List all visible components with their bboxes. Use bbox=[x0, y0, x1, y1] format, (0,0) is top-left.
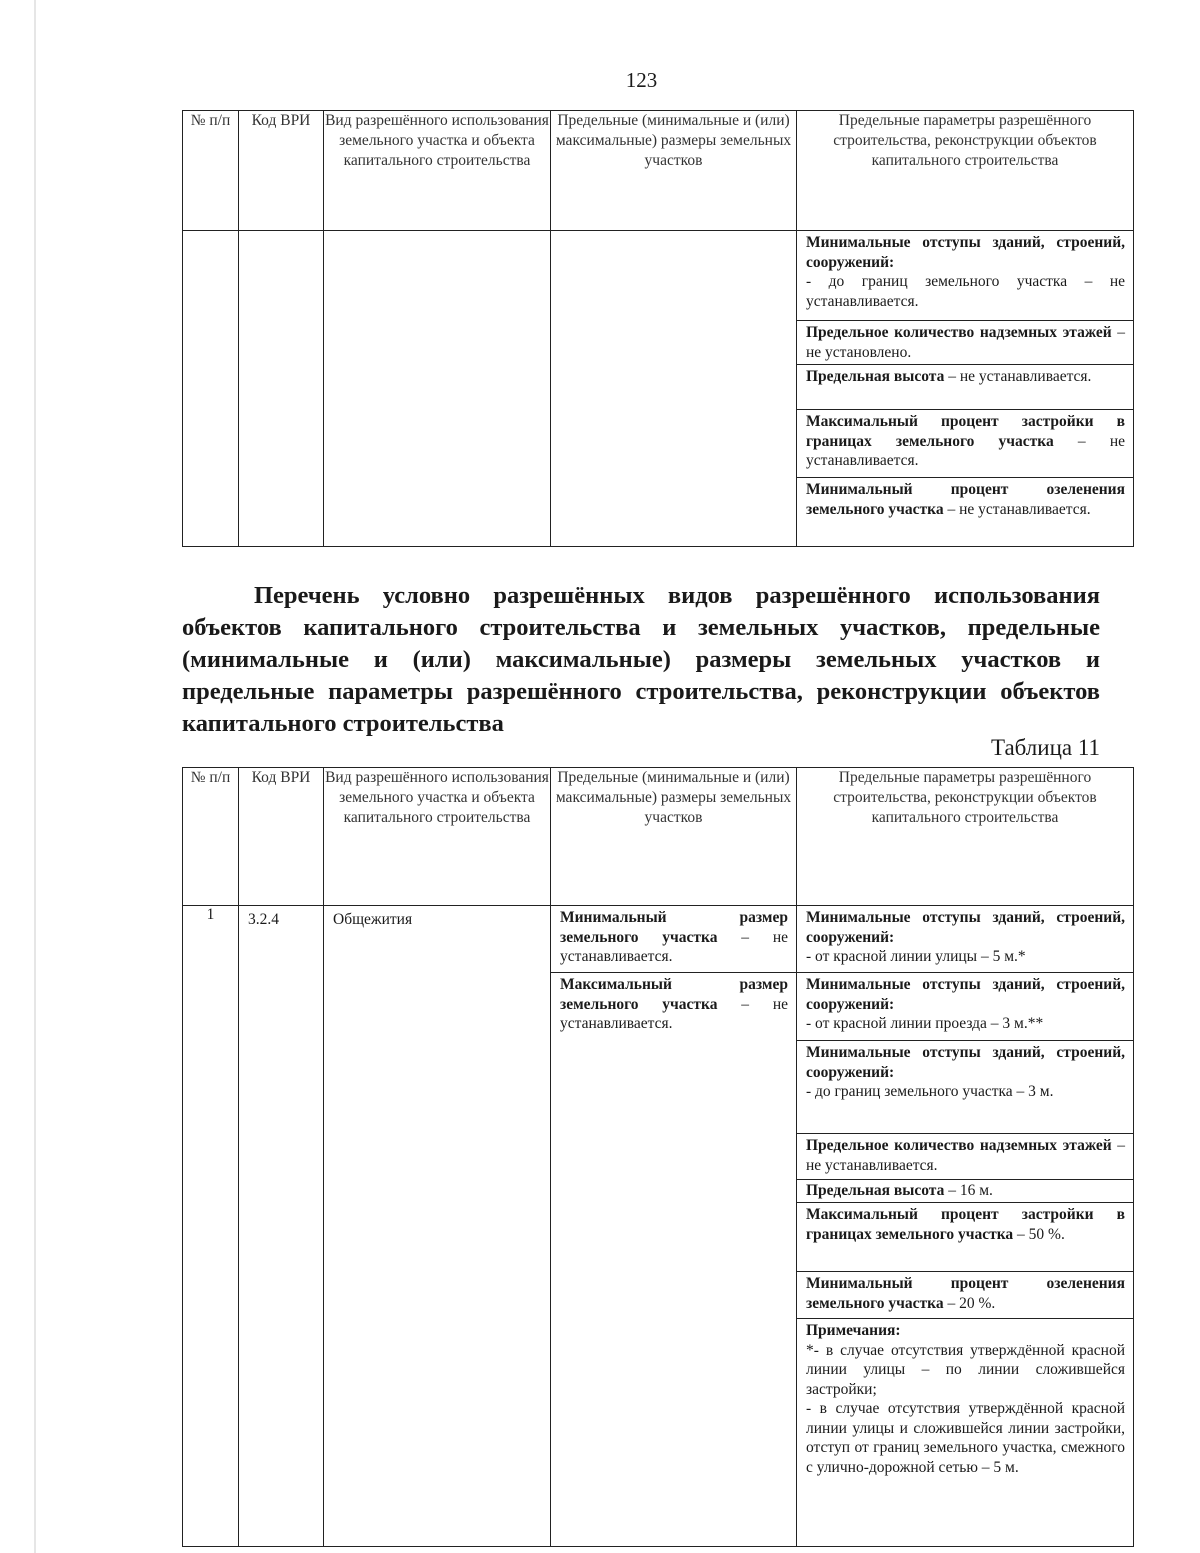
param-text: Минимальный процент озеленения земельного участка – 20 %. bbox=[806, 1275, 1125, 1312]
param-cell bbox=[797, 973, 1134, 1041]
cell-code bbox=[239, 231, 324, 547]
param-text: Предельная высота – не устанавливается. bbox=[806, 368, 1092, 385]
param-cell bbox=[797, 1041, 1134, 1134]
code-text: 3.2.4 bbox=[248, 911, 279, 928]
row-number: 1 bbox=[183, 906, 239, 1547]
header-num: № п/п bbox=[183, 111, 239, 231]
cell-type bbox=[324, 231, 551, 547]
cell-sizes bbox=[551, 231, 797, 547]
param-text: Минимальные отступы зданий, строений, сооружений: - от красной линии улицы – 5 м.* bbox=[806, 909, 1125, 965]
param-cell bbox=[797, 321, 1134, 365]
param-cell bbox=[797, 1134, 1134, 1180]
param-text: Минимальные отступы зданий, строений, сооружений: - от красной линии проезда – 3 м.** bbox=[806, 976, 1125, 1032]
scan-edge bbox=[34, 0, 36, 1553]
param-cell bbox=[797, 365, 1134, 410]
param-cell bbox=[797, 410, 1134, 478]
table-header-row bbox=[183, 768, 1134, 906]
table-row bbox=[183, 231, 1134, 321]
size-cell bbox=[551, 973, 797, 1547]
param-text: Предельное количество надземных этажей – не установлено. bbox=[806, 324, 1125, 361]
header-params: Предельные параметры разрешённого строительства, реконструкции объектов капитального строительства bbox=[797, 768, 1134, 906]
cell-code bbox=[239, 906, 324, 1547]
table-header-row bbox=[183, 111, 1134, 231]
param-text: Минимальные отступы зданий, строений, сооружений: - до границ земельного участка – 3 м. bbox=[806, 1044, 1125, 1100]
page-number: 123 bbox=[625, 68, 658, 92]
table-label: Таблица 11 bbox=[990, 735, 1100, 760]
param-text: Предельное количество надземных этажей – не устанавливается. bbox=[806, 1137, 1125, 1174]
size-text: Минимальный размер земельного участка – не устанавливается. bbox=[560, 909, 788, 965]
notes-cell bbox=[797, 1319, 1134, 1547]
param-text: Минимальные отступы зданий, строений, сооружений: - до границ земельного участка – не устанавливается. bbox=[806, 234, 1125, 310]
table-11 bbox=[182, 767, 1134, 1547]
header-code: Код ВРИ bbox=[239, 111, 324, 231]
size-text: Максимальный размер земельного участка – не устанавливается. bbox=[560, 976, 788, 1032]
notes-title: Примечания: bbox=[806, 1322, 901, 1339]
note-item: *- в случае отсутствия утверждённой красной линии улицы – по линии сложившейся застройки; bbox=[806, 1341, 1125, 1398]
param-text: Максимальный процент застройки в границах земельного участка – не устанавливается. bbox=[806, 413, 1125, 469]
param-cell bbox=[797, 1272, 1134, 1319]
header-type: Вид разрешённого использования земельного участка и объекта капитального строительства bbox=[324, 111, 551, 231]
cell-num bbox=[183, 231, 239, 547]
notes bbox=[797, 1319, 1133, 1477]
header-sizes: Предельные (минимальные и (или) максимальные) размеры земельных участков bbox=[551, 768, 797, 906]
param-text: Минимальный процент озеленения земельного участка – не устанавливается. bbox=[806, 481, 1125, 518]
param-cell bbox=[797, 1203, 1134, 1272]
table-row bbox=[183, 906, 1134, 973]
size-cell bbox=[551, 906, 797, 973]
header-code: Код ВРИ bbox=[239, 768, 324, 906]
header-sizes: Предельные (минимальные и (или) максимальные) размеры земельных участков bbox=[551, 111, 797, 231]
header-type: Вид разрешённого использования земельного участка и объекта капитального строительства bbox=[324, 768, 551, 906]
param-cell bbox=[797, 478, 1134, 547]
param-cell bbox=[797, 231, 1134, 321]
note-item: - в случае отсутствия утверждённой красной линии улицы и сложившейся линии застройки, отступ от границ земельного участка, смежного с улично-дорожной сетью – 5 м. bbox=[806, 1400, 1125, 1476]
section-title: Перечень условно разрешённых видов разрешённого использования объектов капитального строительства и земельных участков, предельные (минимальные и (или) максимальные) размеры земельных участков и предельные параметры разрешённого строительства, реконструкции объектов капитального строительства bbox=[182, 582, 1100, 737]
param-text: Предельная высота – 16 м. bbox=[806, 1182, 993, 1199]
header-params: Предельные параметры разрешённого строительства, реконструкции объектов капитального строительства bbox=[797, 111, 1134, 231]
table-continued bbox=[182, 110, 1134, 547]
type-text: Общежития bbox=[333, 911, 413, 928]
header-num: № п/п bbox=[183, 768, 239, 906]
cell-type bbox=[324, 906, 551, 1547]
param-text: Максимальный процент застройки в границах земельного участка – 50 %. bbox=[806, 1206, 1125, 1243]
param-cell bbox=[797, 906, 1134, 973]
param-cell bbox=[797, 1180, 1134, 1203]
